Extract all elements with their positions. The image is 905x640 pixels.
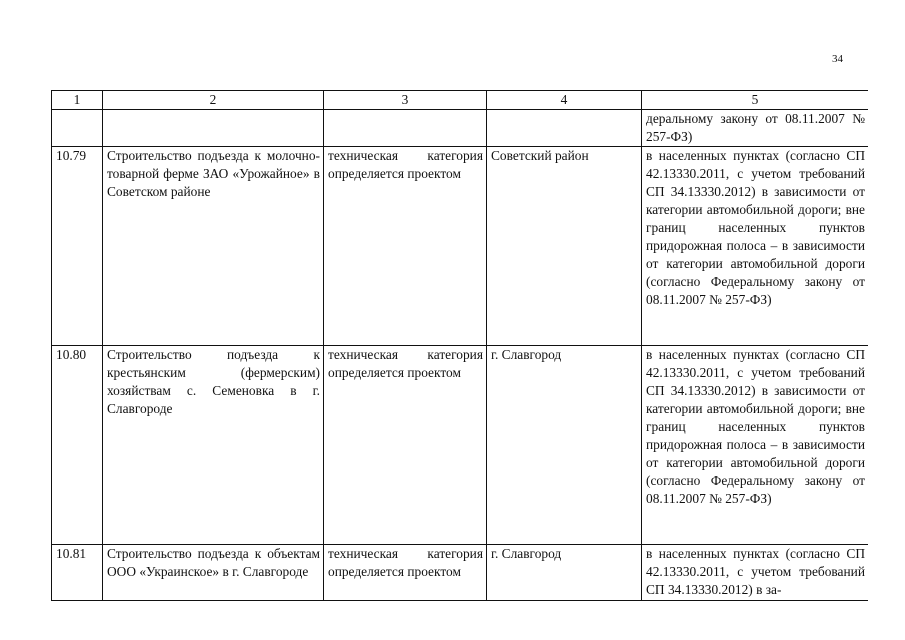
location-cell [487,110,642,147]
category-cell: техническая категория определяется проектом [324,545,487,602]
location-cell: г. Славгород [487,346,642,545]
column-header: 3 [324,91,487,110]
column-header: 2 [103,91,324,110]
column-header: 5 [642,91,869,110]
category-cell [324,110,487,147]
object-name-cell: Строительство подъезда к объектам ООО «Украинское» в г. Славгороде [103,545,324,602]
page-number: 34 [832,53,843,65]
zone-cell: деральному закону от 08.11.2007 № 257-ФЗ) [642,110,869,147]
location-cell: г. Славгород [487,545,642,602]
table-row [52,110,869,147]
row-number-cell: 10.81 [52,545,103,602]
data-table [51,90,868,601]
table-row [52,545,869,602]
zone-cell: в населенных пунктах (согласно СП 42.13330.2011, с учетом требований СП 34.13330.2012) в зависимости от категории автомобильной дороги; вне границ населенных пунктов придорожная полоса – в зависимости от категории автомобильной дороги (согласно Федеральному закону от 08.11.2007 № 257-ФЗ) [642,147,869,346]
table-container [51,90,868,601]
table-row [52,147,869,346]
table-header-row [52,91,869,110]
object-name-cell [103,110,324,147]
row-number-cell: 10.80 [52,346,103,545]
location-cell: Советский район [487,147,642,346]
category-cell: техническая категория определяется проектом [324,147,487,346]
table-row [52,346,869,545]
row-number-cell [52,110,103,147]
zone-cell: в населенных пунктах (согласно СП 42.13330.2011, с учетом требований СП 34.13330.2012) в за- [642,545,869,602]
row-number-cell: 10.79 [52,147,103,346]
column-header: 1 [52,91,103,110]
column-header: 4 [487,91,642,110]
category-cell: техническая категория определяется проектом [324,346,487,545]
object-name-cell: Строительство подъезда к крестьянским (фермерским) хозяйствам с. Семеновка в г. Славгороде [103,346,324,545]
object-name-cell: Строительство подъезда к молочно-товарной ферме ЗАО «Урожайное» в Советском районе [103,147,324,346]
zone-cell: в населенных пунктах (согласно СП 42.13330.2011, с учетом требований СП 34.13330.2012) в зависимости от категории автомобильной дороги; вне границ населенных пунктов придорожная полоса – в зависимости от категории автомобильной дороги (согласно Федеральному закону от 08.11.2007 № 257-ФЗ) [642,346,869,545]
